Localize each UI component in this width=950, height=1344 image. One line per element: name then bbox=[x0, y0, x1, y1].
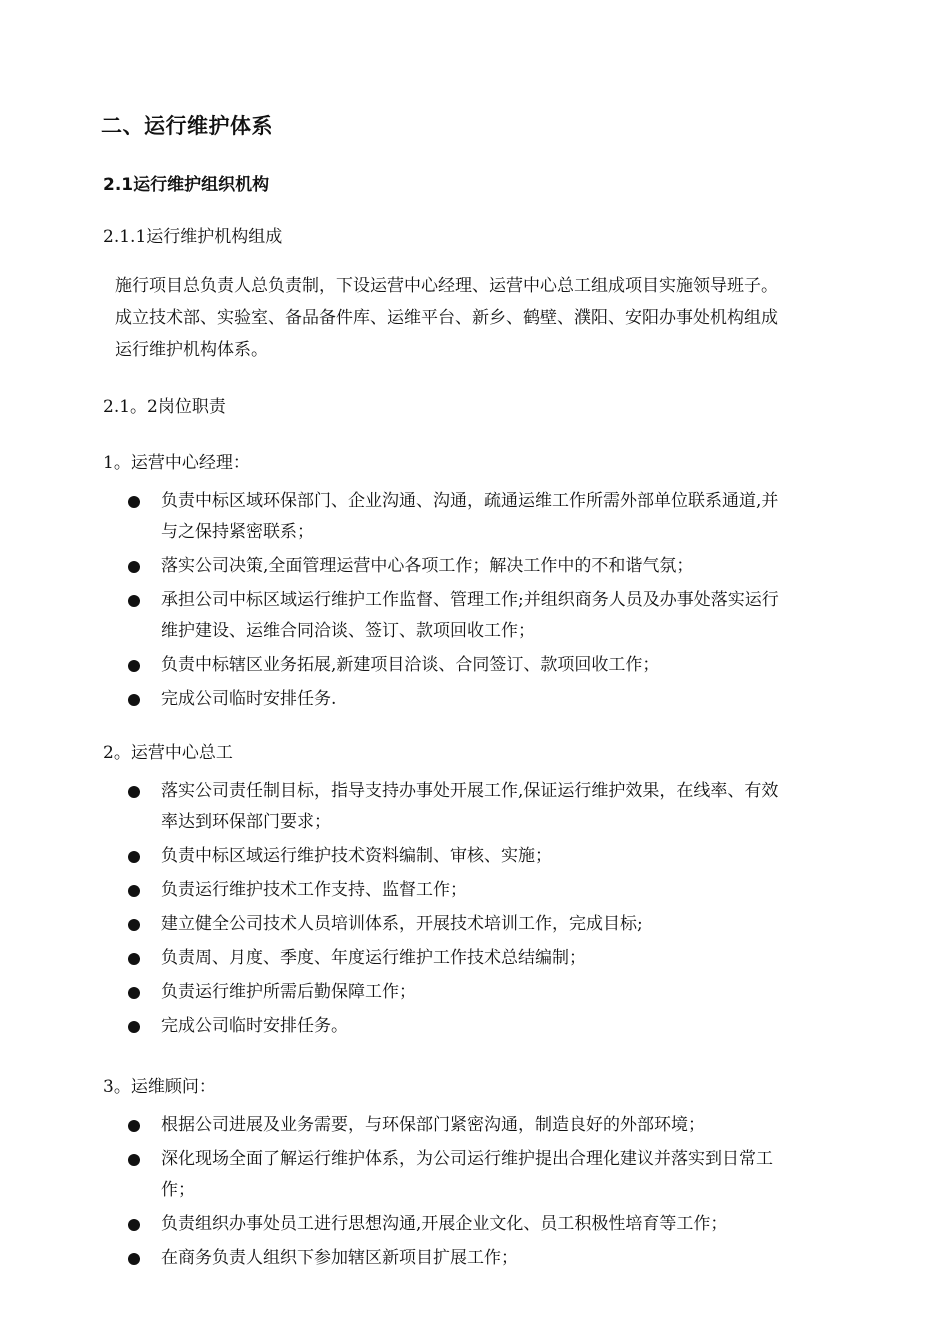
paragraph-line: 运行维护机构体系。 bbox=[115, 340, 268, 360]
bullet-icon bbox=[128, 919, 140, 931]
list-item: 承担公司中标区域运行维护工作监督、管理工作;并组织商务人员及办事处落实运行 维护建设、运维合同洽谈、签订、款项回收工作； bbox=[125, 585, 870, 647]
bullet-icon bbox=[128, 561, 140, 573]
list-item: 完成公司临时安排任务。 bbox=[125, 1011, 870, 1042]
bullet-icon bbox=[128, 595, 140, 607]
list-item: 负责周、月度、季度、年度运行维护工作技术总结编制； bbox=[125, 943, 870, 974]
list-item: 在商务负责人组织下参加辖区新项目扩展工作； bbox=[125, 1243, 870, 1274]
subsection-title: 2.1运行维护组织机构 bbox=[103, 175, 270, 195]
role-duties-list bbox=[125, 1110, 870, 1277]
bullet-icon bbox=[128, 660, 140, 672]
bullet-icon bbox=[128, 1154, 140, 1166]
role-duties-list bbox=[125, 776, 870, 1045]
role-heading: 3。运维顾问： bbox=[103, 1077, 216, 1097]
list-item: 落实公司决策,全面管理运营中心各项工作；解决工作中的不和谐气氛； bbox=[125, 551, 870, 582]
list-item: 负责运行维护技术工作支持、监督工作； bbox=[125, 875, 870, 906]
bullet-icon bbox=[128, 786, 140, 798]
org-paragraph bbox=[115, 270, 875, 366]
list-item: 建立健全公司技术人员培训体系，开展技术培训工作，完成目标; bbox=[125, 909, 870, 940]
list-item: 完成公司临时安排任务. bbox=[125, 684, 870, 715]
bullet-icon bbox=[128, 694, 140, 706]
bullet-icon bbox=[128, 1219, 140, 1231]
list-item: 负责组织办事处员工进行思想沟通,开展企业文化、员工积极性培育等工作； bbox=[125, 1209, 870, 1240]
list-item: 落实公司责任制目标，指导支持办事处开展工作,保证运行维护效果，在线率、有效 率达到环保部门要求； bbox=[125, 776, 870, 838]
list-item: 负责运行维护所需后勤保障工作； bbox=[125, 977, 870, 1008]
role-duties-list bbox=[125, 486, 870, 718]
paragraph-line: 施行项目总负责人总负责制，下设运营中心经理、运营中心总工组成项目实施领导班子。 bbox=[115, 276, 778, 296]
role-heading: 1。运营中心经理： bbox=[103, 453, 250, 473]
bullet-icon bbox=[128, 1253, 140, 1265]
list-item: 负责中标区域运行维护技术资料编制、审核、实施； bbox=[125, 841, 870, 872]
bullet-icon bbox=[128, 851, 140, 863]
bullet-icon bbox=[128, 953, 140, 965]
list-item: 深化现场全面了解运行维护体系，为公司运行维护提出合理化建议并落实到日常工 作； bbox=[125, 1144, 870, 1206]
bullet-icon bbox=[128, 1021, 140, 1033]
paragraph-line: 成立技术部、实验室、备品备件库、运维平台、新乡、鹤壁、濮阳、安阳办事处机构组成 bbox=[115, 308, 778, 328]
list-item: 负责中标区域环保部门、企业沟通、沟通，疏通运维工作所需外部单位联系通道,并 与之保持紧密联系； bbox=[125, 486, 870, 548]
section-title: 二、运行维护体系 bbox=[101, 114, 273, 138]
bullet-icon bbox=[128, 1120, 140, 1132]
role-heading: 2。运营中心总工 bbox=[103, 743, 233, 763]
subsubsection-title-2-1-1: 2.1.1运行维护机构组成 bbox=[103, 227, 283, 247]
bullet-icon bbox=[128, 987, 140, 999]
bullet-icon bbox=[128, 885, 140, 897]
subsubsection-title-2-1-2: 2.1。2岗位职责 bbox=[103, 397, 226, 417]
bullet-icon bbox=[128, 496, 140, 508]
list-item: 根据公司进展及业务需要，与环保部门紧密沟通，制造良好的外部环境； bbox=[125, 1110, 870, 1141]
list-item: 负责中标辖区业务拓展,新建项目洽谈、合同签订、款项回收工作； bbox=[125, 650, 870, 681]
